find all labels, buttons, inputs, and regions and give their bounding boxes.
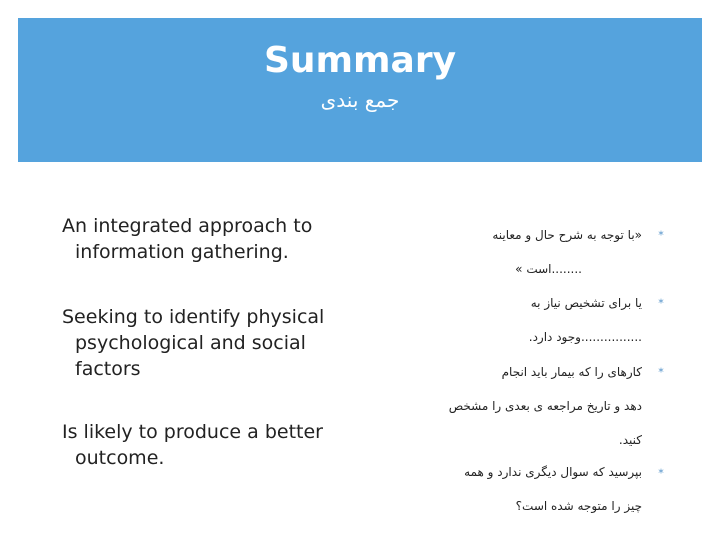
slide-subtitle: جمع بندی xyxy=(320,88,400,112)
bullet-icon: ⁎ xyxy=(658,463,664,476)
right-item-line: چیز را متوجه شده است؟ xyxy=(515,499,642,513)
right-item-line: «با توجه به شرح حال و معاینه xyxy=(492,228,642,242)
left-item-better-outcome xyxy=(62,419,362,471)
bullet-icon: ⁎ xyxy=(658,225,664,238)
right-item-patient-tasks xyxy=(322,361,642,463)
left-item-integrated-approach xyxy=(62,213,362,265)
left-item-line: An integrated approach to xyxy=(62,215,313,237)
right-item-line: یا برای تشخیص نیاز به xyxy=(530,296,642,310)
left-item-line: outcome. xyxy=(75,447,165,469)
left-item-identify-factors xyxy=(62,304,362,382)
left-item-line: Seeking to identify physical xyxy=(62,306,325,328)
right-item-line: دهد و تاریخ مراجعه ی بعدی را مشخص xyxy=(448,399,642,413)
left-item-line: information gathering. xyxy=(75,241,289,263)
right-item-line: ........است » xyxy=(515,262,582,276)
right-item-final-question xyxy=(322,461,642,529)
right-item-diagnosis-need xyxy=(322,292,642,360)
right-item-line: بپرسید که سوال دیگری ندارد و همه xyxy=(464,465,642,479)
right-item-history-exam xyxy=(322,224,642,292)
bullet-icon: ⁎ xyxy=(658,362,664,375)
left-item-line: Is likely to produce a better xyxy=(62,421,323,443)
slide-title: Summary xyxy=(263,40,457,81)
right-item-line: کارهای را که بیمار باید انجام xyxy=(501,365,642,379)
left-item-line: psychological and social xyxy=(75,332,306,354)
right-item-line: کنید. xyxy=(618,433,642,447)
left-item-line: factors xyxy=(75,358,141,380)
right-item-line: ................وجود دارد. xyxy=(528,330,642,344)
bullet-icon: ⁎ xyxy=(658,293,664,306)
